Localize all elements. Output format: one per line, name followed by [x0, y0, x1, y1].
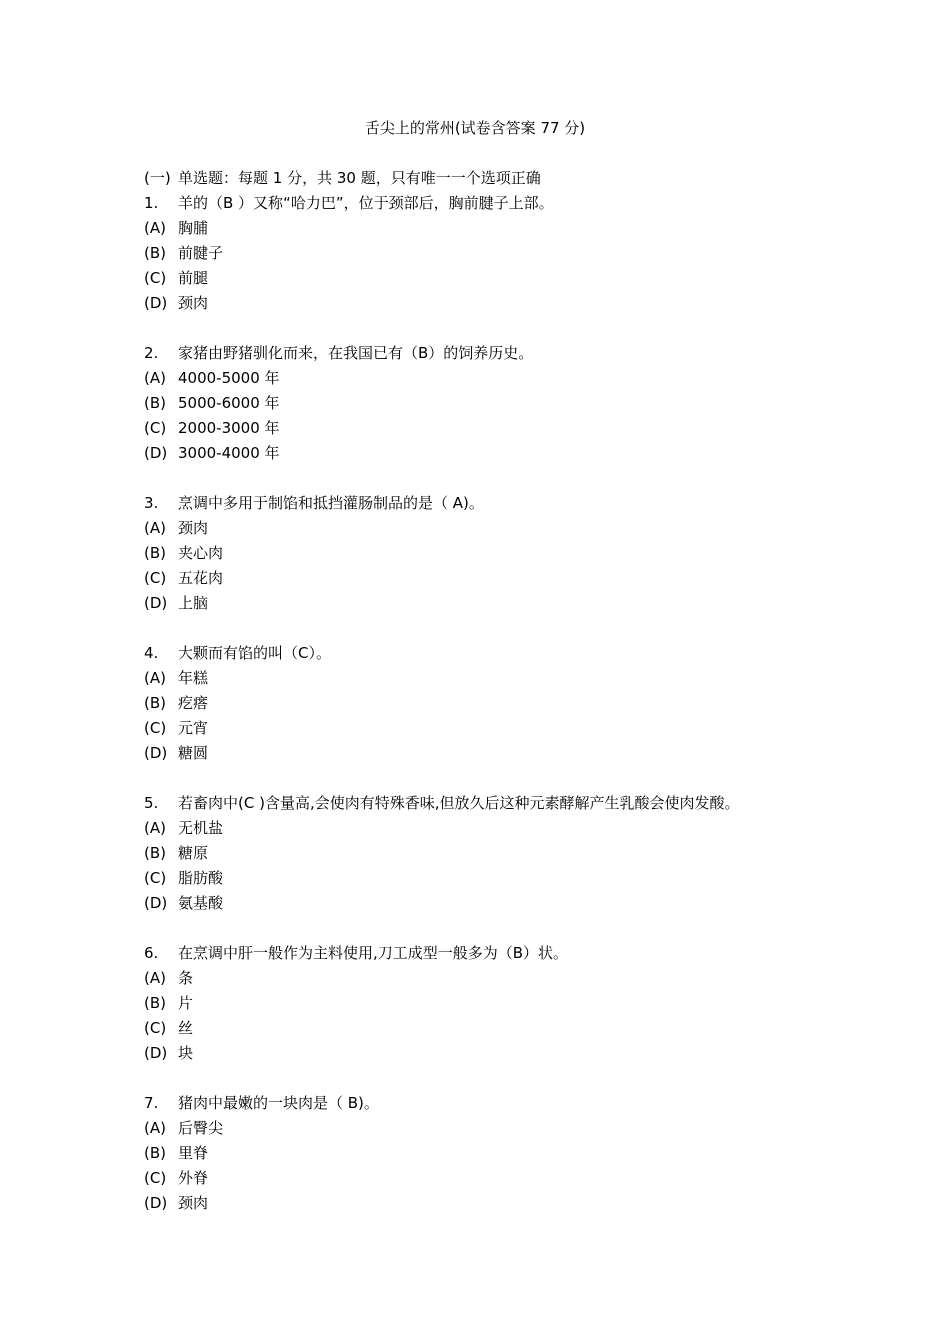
- question-5: [144, 791, 844, 916]
- option-text: 2000-3000 年: [178, 419, 280, 437]
- option-label: (D): [144, 1044, 168, 1062]
- option-label: (A): [144, 819, 166, 837]
- option-b: [144, 991, 844, 1016]
- section-heading: [144, 166, 844, 191]
- option-label: (A): [144, 669, 166, 687]
- option-d: [144, 291, 844, 316]
- option-label: (C): [144, 419, 167, 437]
- option-text: 前腿: [178, 269, 209, 287]
- question-stem: [144, 491, 844, 516]
- question-1: [144, 191, 844, 316]
- option-text: 无机盐: [178, 819, 224, 837]
- option-label: (B): [144, 1144, 166, 1162]
- question-stem: [144, 191, 844, 216]
- option-text: 糖圆: [178, 744, 209, 762]
- question-4: [144, 641, 844, 766]
- option-label: (C): [144, 1169, 167, 1187]
- option-label: (A): [144, 519, 166, 537]
- option-label: (A): [144, 969, 166, 987]
- option-b: [144, 541, 844, 566]
- option-c: [144, 266, 844, 291]
- option-text: 糖原: [178, 844, 209, 862]
- option-a: [144, 966, 844, 991]
- option-label: (D): [144, 1194, 168, 1212]
- option-label: (A): [144, 369, 166, 387]
- option-label: (D): [144, 294, 168, 312]
- option-c: [144, 1166, 844, 1191]
- question-text: 猪肉中最嫩的一块肉是（ B)。: [178, 1094, 379, 1112]
- section-label: (一): [144, 169, 171, 187]
- question-3: [144, 491, 844, 616]
- option-d: [144, 1041, 844, 1066]
- section-text: 单选题：每题 1 分，共 30 题，只有唯一一个选项正确: [178, 169, 541, 187]
- option-text: 条: [178, 969, 194, 987]
- question-2: [144, 341, 844, 466]
- option-a: [144, 216, 844, 241]
- option-text: 块: [178, 1044, 194, 1062]
- option-c: [144, 416, 844, 441]
- question-stem: [144, 791, 844, 816]
- question-text: 烹调中多用于制馅和抵挡灌肠制品的是（ A)。: [178, 494, 484, 512]
- option-c: [144, 1016, 844, 1041]
- question-stem: [144, 1091, 844, 1116]
- option-a: [144, 366, 844, 391]
- question-number: 4.: [144, 644, 159, 662]
- question-number: 7.: [144, 1094, 159, 1112]
- option-label: (B): [144, 994, 166, 1012]
- option-c: [144, 866, 844, 891]
- question-6: [144, 941, 844, 1066]
- option-text: 外脊: [178, 1169, 209, 1187]
- option-text: 五花肉: [178, 569, 224, 587]
- option-text: 4000-5000 年: [178, 369, 280, 387]
- question-text: 在烹调中肝一般作为主料使用,刀工成型一般多为（B）状。: [178, 944, 569, 962]
- option-label: (B): [144, 244, 166, 262]
- question-text: 大颗而有馅的叫（C）。: [178, 644, 331, 662]
- option-text: 脂肪酸: [178, 869, 224, 887]
- question-number: 1.: [144, 194, 159, 212]
- option-d: [144, 441, 844, 466]
- option-label: (A): [144, 1119, 166, 1137]
- question-7: [144, 1091, 844, 1216]
- option-text: 前腱子: [178, 244, 224, 262]
- option-d: [144, 741, 844, 766]
- question-text: 羊的（B ）又称“哈力巴”，位于颈部后，胸前腱子上部。: [178, 194, 554, 212]
- option-text: 元宵: [178, 719, 209, 737]
- option-label: (B): [144, 544, 166, 562]
- option-text: 夹心肉: [178, 544, 224, 562]
- document-content: [144, 166, 844, 1241]
- option-text: 胸脯: [178, 219, 209, 237]
- option-label: (C): [144, 1019, 167, 1037]
- question-stem: [144, 941, 844, 966]
- option-text: 里脊: [178, 1144, 209, 1162]
- option-text: 氨基酸: [178, 894, 224, 912]
- option-text: 颈肉: [178, 1194, 209, 1212]
- option-text: 年糕: [178, 669, 209, 687]
- question-text: 家猪由野猪驯化而来，在我国已有（B）的饲养历史。: [178, 344, 534, 362]
- question-stem: [144, 641, 844, 666]
- option-d: [144, 591, 844, 616]
- option-label: (D): [144, 594, 168, 612]
- question-number: 3.: [144, 494, 159, 512]
- option-label: (D): [144, 444, 168, 462]
- question-number: 6.: [144, 944, 159, 962]
- option-a: [144, 666, 844, 691]
- option-text: 片: [178, 994, 194, 1012]
- option-a: [144, 816, 844, 841]
- option-b: [144, 391, 844, 416]
- option-c: [144, 716, 844, 741]
- question-stem: [144, 341, 844, 366]
- document-title: 舌尖上的常州(试卷含答案 77 分): [364, 119, 586, 137]
- option-text: 丝: [178, 1019, 194, 1037]
- question-number: 2.: [144, 344, 159, 362]
- option-b: [144, 691, 844, 716]
- option-text: 颈肉: [178, 294, 209, 312]
- option-d: [144, 1191, 844, 1216]
- option-text: 后臀尖: [178, 1119, 224, 1137]
- option-label: (C): [144, 869, 167, 887]
- option-text: 疙瘩: [178, 694, 209, 712]
- option-label: (C): [144, 269, 167, 287]
- option-label: (C): [144, 719, 167, 737]
- option-label: (B): [144, 694, 166, 712]
- option-b: [144, 841, 844, 866]
- option-a: [144, 1116, 844, 1141]
- option-b: [144, 1141, 844, 1166]
- option-label: (D): [144, 744, 168, 762]
- question-text: 若畜肉中(C )含量高,会使肉有特殊香味,但放久后这种元素酵解产生乳酸会使肉发酸。: [178, 794, 740, 812]
- question-number: 5.: [144, 794, 159, 812]
- option-c: [144, 566, 844, 591]
- option-label: (B): [144, 394, 166, 412]
- option-b: [144, 241, 844, 266]
- option-text: 颈肉: [178, 519, 209, 537]
- option-label: (B): [144, 844, 166, 862]
- option-label: (D): [144, 894, 168, 912]
- option-text: 上脑: [178, 594, 209, 612]
- option-label: (A): [144, 219, 166, 237]
- option-a: [144, 516, 844, 541]
- option-label: (C): [144, 569, 167, 587]
- option-text: 3000-4000 年: [178, 444, 280, 462]
- option-d: [144, 891, 844, 916]
- option-text: 5000-6000 年: [178, 394, 280, 412]
